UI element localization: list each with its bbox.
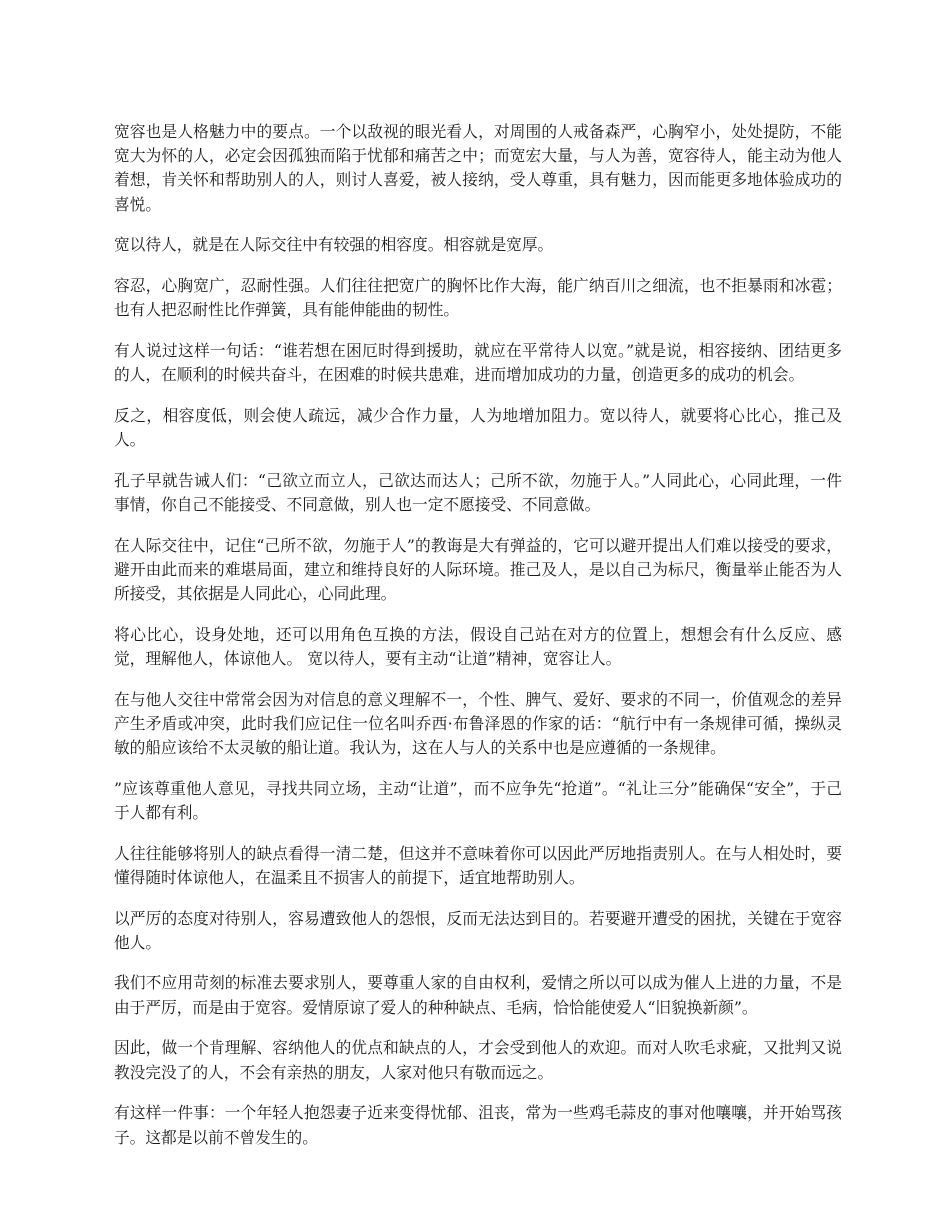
paragraph: 宽以待人，就是在人际交往中有较强的相容度。相容就是宽厚。 [114,235,554,255]
paragraph: 有人说过这样一句话：“谁若想在困厄时得到援助，就应在平常待人以宽。”就是说，相容接纳、团结更多的人，在顺利的时候共奋斗，在困难的时候共患难，进而增加成功的力量，创造更多的成功的机会。 [114,340,842,385]
paragraph: 宽容也是人格魅力中的要点。一个以敌视的眼光看人，对周围的人戒备森严，心胸窄小，处处提防，不能宽大为怀的人，必定会因孤独而陷于忧郁和痛苦之中；而宽宏大量，与人为善，宽容待人，能主动为他人着想，肯关怀和帮助别人的人，则讨人喜爱，被人接纳，受人尊重，具有魅力，因而能更多地体验成功的喜悦。 [114,122,842,214]
paragraph: 孔子早就告诫人们：“己欲立而立人，己欲达而达人；己所不欲，勿施于人。”人同此心，心同此理，一件事情，你自己不能接受、不同意做，别人也一定不愿接受、不同意做。 [114,470,842,514]
paragraph: 人往往能够将别人的缺点看得一清二楚，但这并不意味着你可以因此严厉地指责别人。在与人相处时，要懂得随时体谅他人，在温柔且不损害人的前提下，适宜地帮助别人。 [114,843,842,887]
paragraph: 因此，做一个肯理解、容纳他人的优点和缺点的人，才会受到他人的欢迎。而对人吹毛求疵，又批判又说教没完没了的人，不会有亲热的朋友，人家对他只有敬而远之。 [114,1038,842,1082]
paragraph: 我们不应用苛刻的标准去要求别人，要尊重人家的自由权利，爱情之所以可以成为催人上进的力量，不是由于严厉，而是由于宽容。爱情原谅了爱人的种种缺点、毛病，恰恰能使爱人“旧貌换新颜”。 [114,973,842,1017]
paragraph: 以严厉的态度对待别人，容易遭致他人的怨恨，反而无法达到目的。若要避开遭受的困扰，关键在于宽容他人。 [114,908,842,952]
paragraph: ”应该尊重他人意见，寻找共同立场，主动“让道”，而不应争先“抢道”。“礼让三分”能确保“安全”，于己于人都有利。 [114,778,842,822]
paragraph: 容忍，心胸宽广，忍耐性强。人们往往把宽广的胸怀比作大海，能广纳百川之细流，也不拒暴雨和冰雹；也有人把忍耐性比作弹簧，具有能伸能曲的韧性。 [114,276,842,320]
document-body [114,120,842,1166]
paragraph: 在人际交往中，记住“己所不欲，勿施于人”的教诲是大有弹益的，它可以避开提出人们难以接受的要求，避开由此而来的难堪局面，建立和维持良好的人际环境。推己及人，是以自己为标尺，衡量举止能否为人所接受，其依据是人同此心，心同此理。 [114,535,842,604]
paragraph: 有这样一件事：一个年轻人抱怨妻子近来变得忧郁、沮丧，常为一些鸡毛蒜皮的事对他嚷嚷，并开始骂孩子。这都是以前不曾发生的。 [114,1103,842,1147]
paragraph: 将心比心，设身处地，还可以用角色互换的方法，假设自己站在对方的位置上，想想会有什么反应、感觉，理解他人，体谅他人。 宽以待人，要有主动“让道”精神，宽容让人。 [114,624,842,668]
paragraph: 在与他人交往中常常会因为对信息的意义理解不一，个性、脾气、爱好、要求的不同一，价值观念的差异产生矛盾或冲突，此时我们应记住一位名叫乔西·布鲁泽恩的作家的话：“航行中有一条规律可循，操纵灵敏的船应该给不太灵敏的船让道。我认为，这在人与人的关系中也是应遵循的一条规律。 [114,689,842,758]
paragraph: 反之，相容度低，则会使人疏远，减少合作力量，人为地增加阻力。宽以待人，就要将心比心，推己及人。 [114,405,842,450]
